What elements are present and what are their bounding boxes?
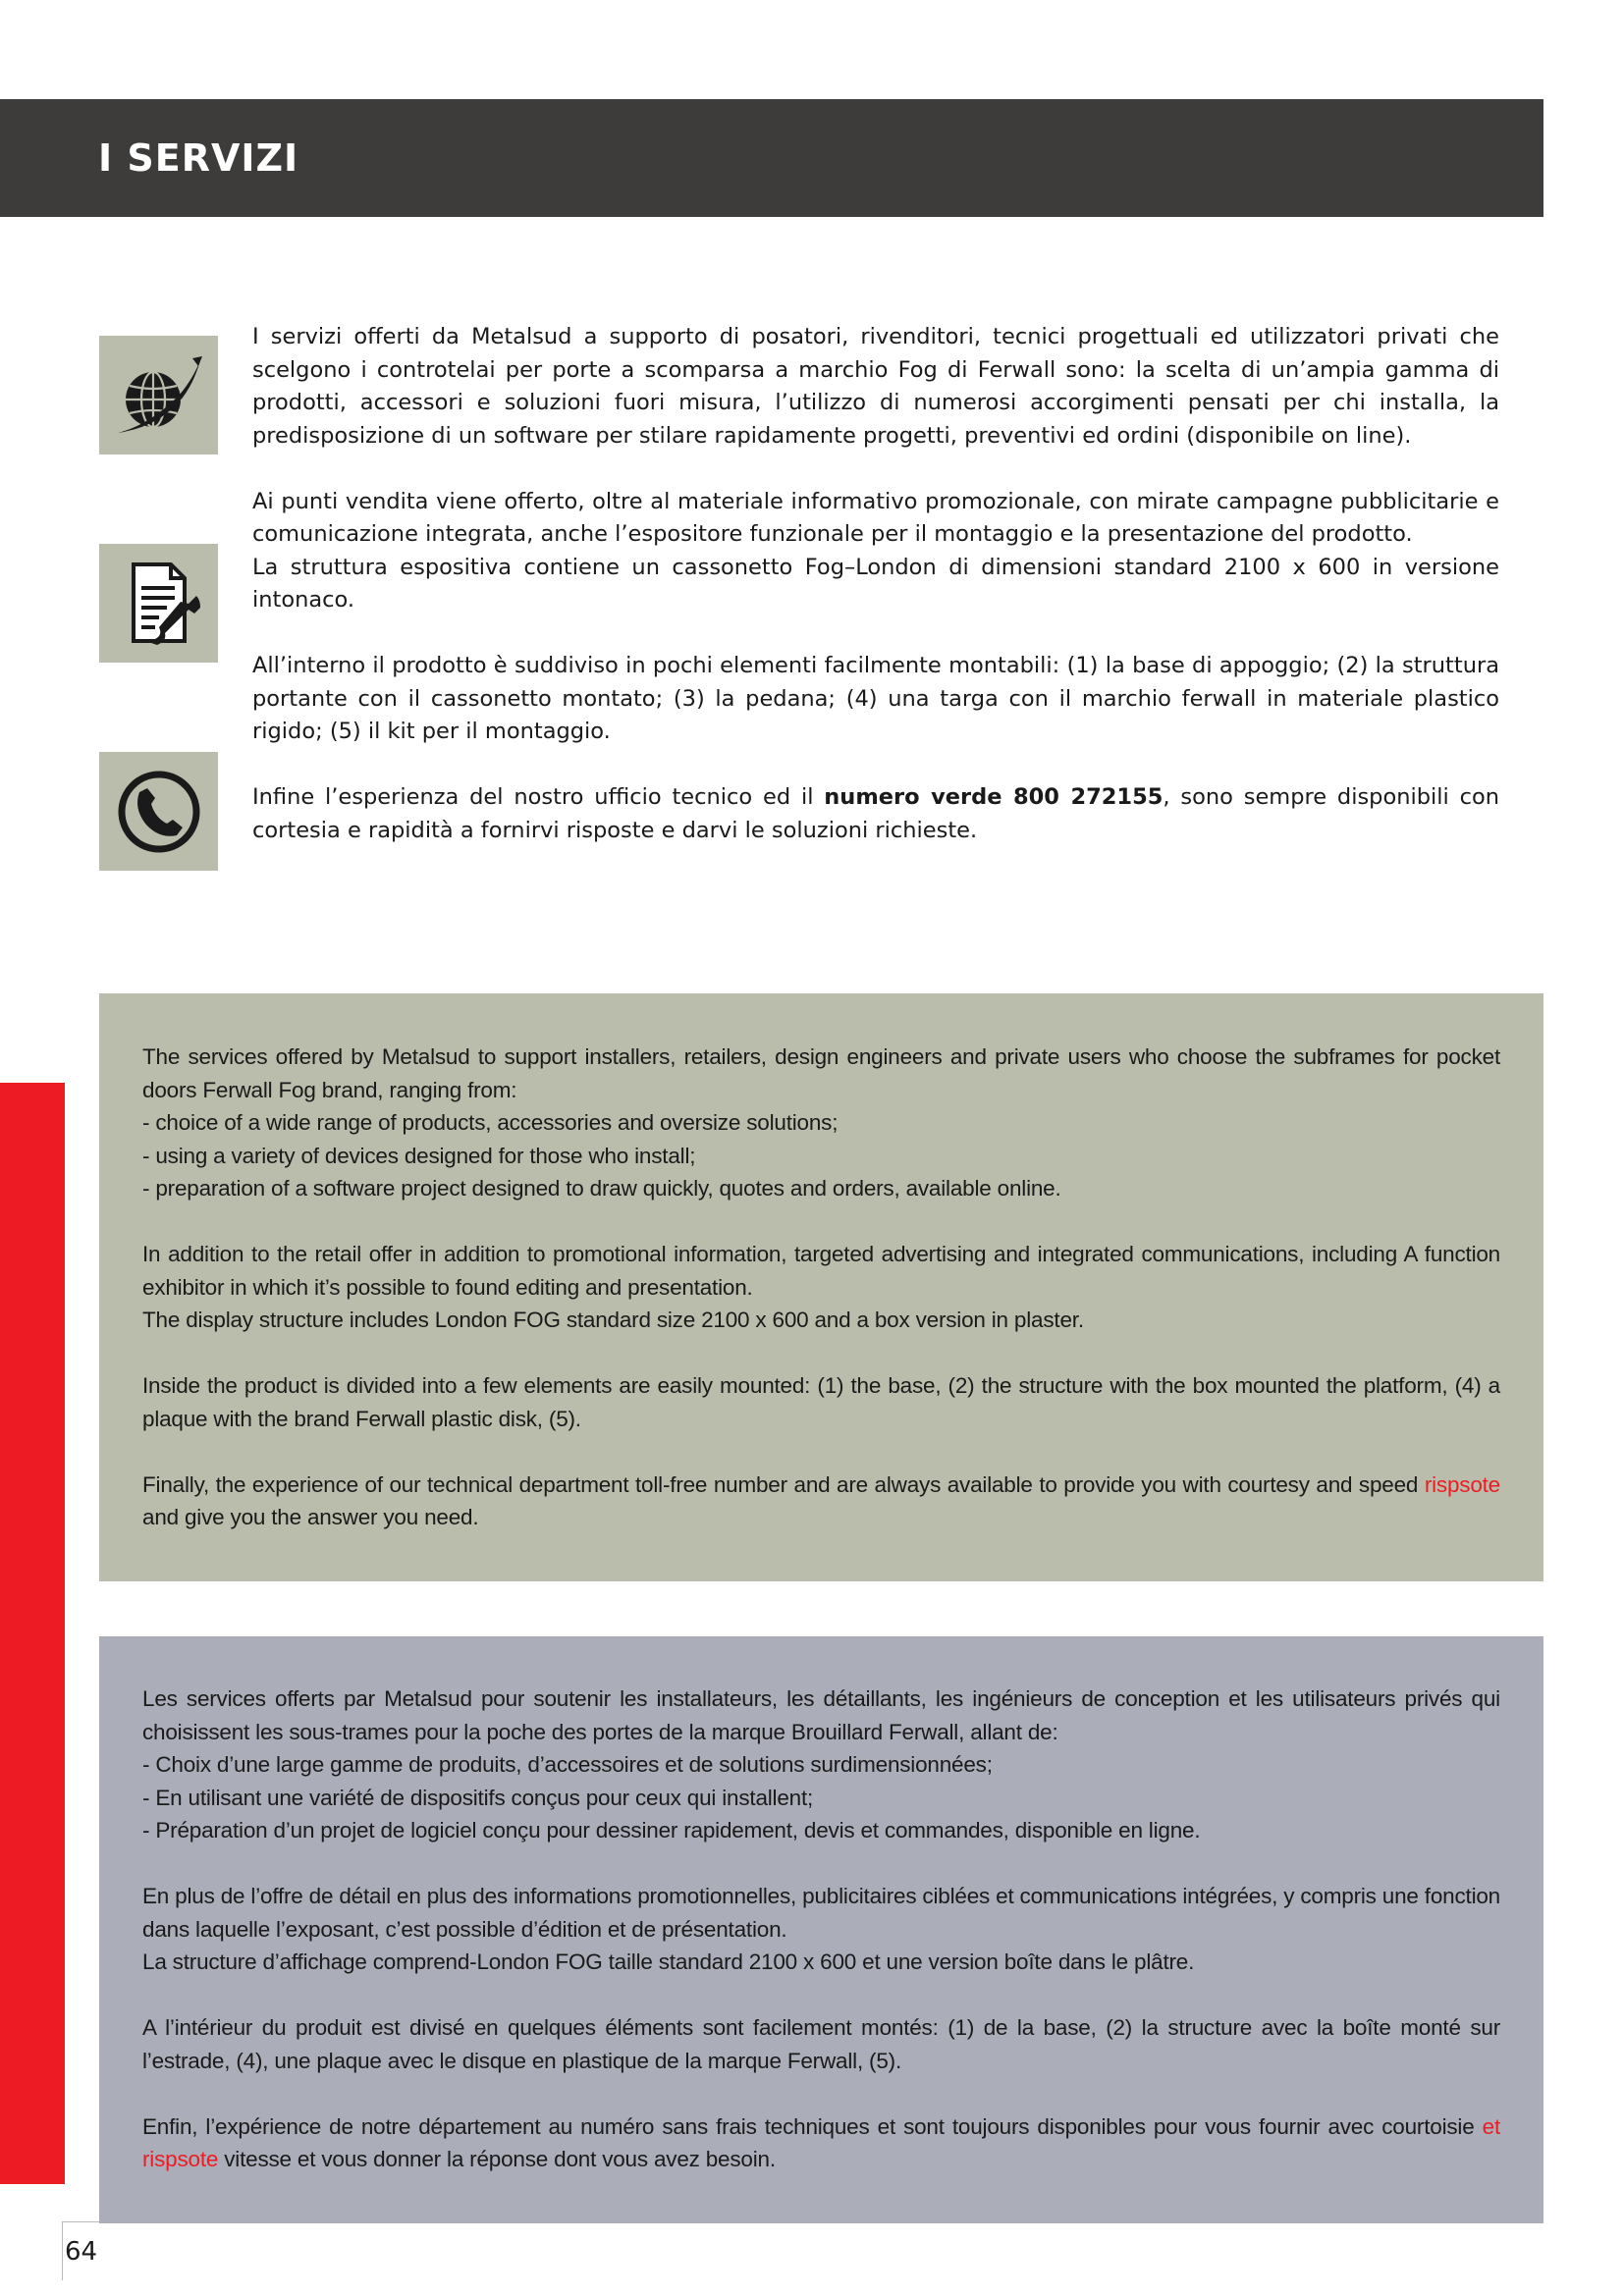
french-paragraph-1 [142,1682,1500,1847]
page-title: I SERVIZI [98,136,299,180]
italian-paragraph-3: All’interno il prodotto è suddiviso in pochi elementi facilmente montabili: (1) la base di appoggio; (2) la struttura portante con il cassonetto montato; (3) la pedana; (4) una targa con il marchio ferwall in materiale plastico rigido; (5) il kit per il montaggio. [252,653,1499,744]
french-paragraph-4 [142,2110,1500,2176]
english-paragraph-2b: The display structure includes London FOG standard size 2100 x 600 and a box version in plaster. [142,1308,1084,1332]
list-item: - preparation of a software project designed to draw quickly, quotes and orders, available online. [142,1176,1061,1201]
french-paragraph-2a: En plus de l’offre de détail en plus des informations promotionnelles, publicitaires ciblées et communications intégrées, y compris une fonction dans laquelle l’exposant, c’est possible d’édition et de présentation. [142,1884,1500,1942]
red-side-bar [0,1083,65,2184]
english-intro: The services offered by Metalsud to support installers, retailers, design engineers and private users who choose the subframes for pocket doors Ferwall Fog brand, ranging from: [142,1044,1500,1102]
italian-paragraph-1: I servizi offerti da Metalsud a supporto di posatori, rivenditori, tecnici progettuali ed utilizzatori privati che scelgono i controtelai per porte a scomparsa a marchio Fog di Ferwall sono: la scelta di un’ampia gamma di prodotti, accessori e soluzioni fuori misura, l’utilizzo di numerosi accorgimenti pensati per chi installa, la predisposizione di un software per stilare rapidamente progetti, preventivi ed ordini (disponibile on line). [252,324,1499,449]
italian-p4-text: Infine l’esperienza del nostro ufficio tecnico ed il [252,784,825,810]
red-text: et rispsote [142,2113,1500,2171]
english-panel [99,993,1543,1581]
phone-icon [110,763,208,861]
document-wrench-icon [110,555,208,653]
french-p4-text-end: vitesse et vous donner la réponse dont vous avez besoin. [218,2147,776,2171]
list-item: - Préparation d’un projet de logiciel conçu pour dessiner rapidement, devis et commandes, disponible en ligne. [142,1818,1201,1842]
italian-paragraph-2a: Ai punti vendita viene offerto, oltre al materiale informativo promozionale, con mirate campagne pubblicitarie e comunicazione integrata, anche l’espositore funzionale per il montaggio e la presentazione del prodotto. [252,488,1499,547]
globe-icon [110,347,208,445]
english-paragraph-2a: In addition to the retail offer in addition to promotional information, targeted advertising and integrated communications, including A function exhibitor in which it’s possible to found editing and presentation. [142,1242,1500,1300]
italian-p4-text-end: , sono sempre disponibili con cortesia e rapidità a fornirvi risposte e darvi le soluzioni richieste. [252,784,1499,843]
english-p4-text: Finally, the experience of our technical department toll-free number and are always available to provide you with courtesy and speed [142,1471,1425,1497]
english-paragraph-3: Inside the product is divided into a few elements are easily mounted: (1) the base, (2) the structure with the box mounted the platform, (4) a plaque with the brand Ferwall plastic disk, (5). [142,1373,1500,1431]
english-paragraph-1 [142,1041,1500,1205]
italian-paragraph-4 [252,781,1499,847]
list-item: - Choix d’une large gamme de produits, d’accessoires et de solutions surdimensionnées; [142,1752,993,1777]
section-header [0,99,1543,217]
french-paragraph-3: A l’intérieur du produit est divisé en quelques éléments sont facilement montés: (1) de la base, (2) la structure avec la boîte monté sur l’estrade, (4), une plaque avec le disque en plastique de la marque Ferwall, (5). [142,2015,1500,2073]
list-item: - En utilisant une variété de dispositifs conçus pour ceux qui installent; [142,1785,814,1810]
list-item: - choice of a wide range of products, accessories and oversize solutions; [142,1110,839,1135]
english-p4-text-end: and give you the answer you need. [142,1505,479,1529]
phone-icon-box [99,752,218,871]
document-icon-box [99,544,218,663]
french-panel [99,1636,1543,2223]
french-intro: Les services offerts par Metalsud pour soutenir les installateurs, les détaillants, les ingénieurs de conception et les utilisateurs privés qui choisissent les sous-trames pour la poche des portes de la marque Brouillard Ferwall, allant de: [142,1686,1500,1744]
italian-paragraph-2b: La struttura espositiva contiene un cassonetto Fog–London di dimensioni standard 2100 x 600 in versione intonaco. [252,554,1499,613]
english-paragraph-4 [142,1468,1500,1534]
french-paragraph-2b: La structure d’affichage comprend-London FOG taille standard 2100 x 600 et une version boîte dans le plâtre. [142,1949,1195,1974]
red-text: rispsote [1424,1471,1500,1497]
globe-icon-box [99,336,218,454]
french-p4-text: Enfin, l’expérience de notre département au numéro sans frais techniques et sont toujours disponibles pour vous fournir avec courtoisie [142,2113,1483,2139]
list-item: - using a variety of devices designed for those who install; [142,1143,696,1168]
toll-free-number: numero verde 800 272155 [824,784,1164,810]
italian-text [252,321,1499,881]
page-number: 64 [62,2221,99,2280]
